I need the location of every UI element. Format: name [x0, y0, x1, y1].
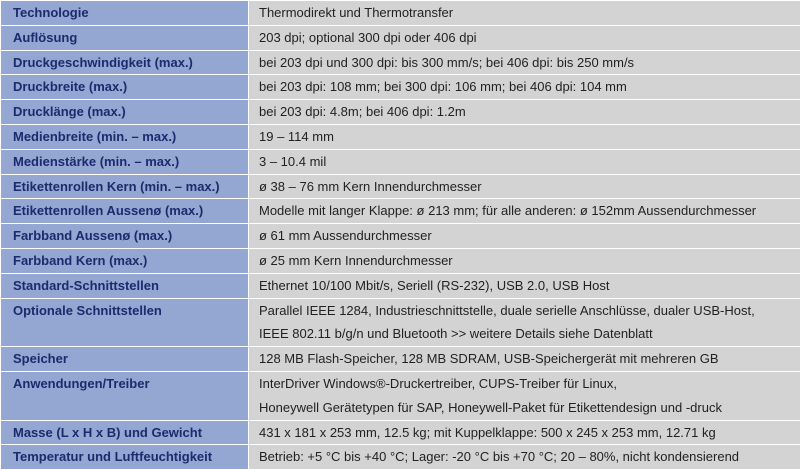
- spec-row: [1, 75, 800, 100]
- spec-label: Etikettenrollen Aussenø (max.): [1, 199, 249, 224]
- spec-label: Medienstärke (min. – max.): [1, 149, 249, 174]
- spec-row: [1, 347, 800, 372]
- spec-label: Anwendungen/Treiber: [1, 371, 249, 420]
- spec-row: [1, 50, 800, 75]
- spec-value-line: Thermodirekt und Thermotransfer: [259, 1, 800, 25]
- spec-row: [1, 149, 800, 174]
- spec-value-line: bei 203 dpi: 4.8m; bei 406 dpi: 1.2m: [259, 100, 800, 124]
- spec-label: Farbband Aussenø (max.): [1, 224, 249, 249]
- spec-value: [249, 50, 800, 75]
- spec-value-line: ø 38 – 76 mm Kern Innendurchmesser: [259, 175, 800, 199]
- spec-value-line: Parallel IEEE 1284, Industrieschnittstelle, duale serielle Anschlüsse, dualer USB-Host,: [259, 299, 800, 323]
- spec-value: [249, 248, 800, 273]
- spec-value: [249, 75, 800, 100]
- spec-row: [1, 273, 800, 298]
- spec-value-line: bei 203 dpi: 108 mm; bei 300 dpi: 106 mm; bei 406 dpi: 104 mm: [259, 75, 800, 99]
- spec-value: [249, 445, 800, 470]
- spec-value-line: bei 203 dpi und 300 dpi: bis 300 mm/s; bei 406 dpi: bis 250 mm/s: [259, 51, 800, 75]
- spec-value: [249, 371, 800, 420]
- spec-value-line: ø 25 mm Kern Innendurchmesser: [259, 249, 800, 273]
- spec-value-line: Modelle mit langer Klappe: ø 213 mm; für alle anderen: ø 152mm Aussendurchmesser: [259, 199, 800, 223]
- spec-row: [1, 371, 800, 420]
- spec-value: [249, 124, 800, 149]
- spec-value: [249, 149, 800, 174]
- spec-label: Etikettenrollen Kern (min. – max.): [1, 174, 249, 199]
- spec-label: Medienbreite (min. – max.): [1, 124, 249, 149]
- spec-value-line: 203 dpi; optional 300 dpi oder 406 dpi: [259, 26, 800, 50]
- spec-value-line: ø 61 mm Aussendurchmesser: [259, 224, 800, 248]
- spec-value: [249, 174, 800, 199]
- spec-value: [249, 420, 800, 445]
- spec-value: [249, 25, 800, 50]
- spec-row: [1, 199, 800, 224]
- spec-value-line: 19 – 114 mm: [259, 125, 800, 149]
- spec-row: [1, 25, 800, 50]
- spec-value: [249, 298, 800, 347]
- spec-row: [1, 124, 800, 149]
- spec-label: Optionale Schnittstellen: [1, 298, 249, 347]
- spec-value-line: Betrieb: +5 °C bis +40 °C; Lager: -20 °C bis +70 °C; 20 – 80%, nicht kondensierend: [259, 445, 800, 469]
- spec-row: [1, 445, 800, 470]
- spec-value-line: Honeywell Gerätetypen für SAP, Honeywell-Paket für Etikettendesign und -druck: [259, 396, 800, 420]
- spec-value: [249, 224, 800, 249]
- spec-value: [249, 100, 800, 125]
- spec-label: Druckgeschwindigkeit (max.): [1, 50, 249, 75]
- spec-row: [1, 1, 800, 26]
- spec-label: Druckbreite (max.): [1, 75, 249, 100]
- spec-value-line: InterDriver Windows®-Druckertreiber, CUPS-Treiber für Linux,: [259, 372, 800, 396]
- spec-value-line: Ethernet 10/100 Mbit/s, Seriell (RS-232), USB 2.0, USB Host: [259, 274, 800, 298]
- spec-label: Temperatur und Luftfeuchtigkeit: [1, 445, 249, 470]
- spec-row: [1, 248, 800, 273]
- spec-label: Drucklänge (max.): [1, 100, 249, 125]
- spec-label: Masse (L x H x B) und Gewicht: [1, 420, 249, 445]
- spec-row: [1, 224, 800, 249]
- spec-label: Speicher: [1, 347, 249, 372]
- spec-value-line: 128 MB Flash-Speicher, 128 MB SDRAM, USB-Speichergerät mit mehreren GB: [259, 347, 800, 371]
- spec-row: [1, 298, 800, 347]
- spec-row: [1, 420, 800, 445]
- spec-value: [249, 1, 800, 26]
- spec-row: [1, 100, 800, 125]
- spec-value: [249, 347, 800, 372]
- spec-value: [249, 199, 800, 224]
- spec-value-line: IEEE 802.11 b/g/n und Bluetooth >> weitere Details siehe Datenblatt: [259, 322, 800, 346]
- spec-value-line: 431 x 181 x 253 mm, 12.5 kg; mit Kuppelklappe: 500 x 245 x 253 mm, 12.71 kg: [259, 421, 800, 445]
- spec-row: [1, 174, 800, 199]
- spec-label: Standard-Schnittstellen: [1, 273, 249, 298]
- spec-label: Farbband Kern (max.): [1, 248, 249, 273]
- spec-table-body: [1, 1, 800, 470]
- spec-value: [249, 273, 800, 298]
- spec-value-line: 3 – 10.4 mil: [259, 150, 800, 174]
- spec-label: Technologie: [1, 1, 249, 26]
- spec-label: Auflösung: [1, 25, 249, 50]
